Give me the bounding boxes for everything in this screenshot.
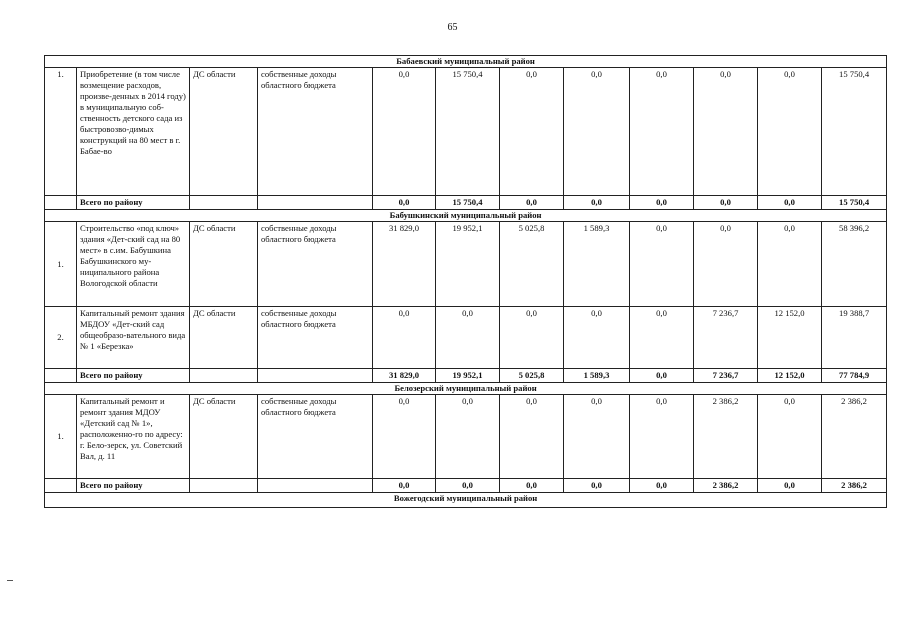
object-name: Капитальный ремонт и ремонт здания МДОУ «Детский сад № 1», расположенно-го по адресу: г. Бело-зерск, ул. Советский Вал, д. 11: [77, 395, 190, 479]
district-name: Вожегодский муниципальный район: [45, 493, 887, 508]
value-cell: 2 386,2: [822, 395, 887, 479]
value-cell: 0,0: [630, 68, 694, 196]
funding-source: ДС области: [190, 395, 258, 479]
funding-type: собственные доходы областного бюджета: [258, 222, 373, 307]
value-cell: 0,0: [694, 68, 758, 196]
scan-mark: [7, 580, 13, 581]
value-cell: 0,0: [694, 222, 758, 307]
value-cell: 5 025,8: [500, 222, 564, 307]
value-cell: 0,0: [758, 395, 822, 479]
value-cell: 12 152,0: [758, 307, 822, 369]
budget-table: [44, 55, 887, 508]
funding-source: ДС области: [190, 68, 258, 196]
total-label: Всего по району: [77, 479, 190, 493]
value-cell: 0,0: [436, 307, 500, 369]
value-cell: 0,0: [373, 307, 436, 369]
value-cell: 7 236,7: [694, 307, 758, 369]
value-cell: 15 750,4: [822, 68, 887, 196]
row-index: 1.: [45, 395, 77, 479]
value-cell: 1 589,3: [564, 222, 630, 307]
funding-type: собственные доходы областного бюджета: [258, 307, 373, 369]
total-value: 0,0: [436, 479, 500, 493]
value-cell: 0,0: [373, 395, 436, 479]
empty-cell: [190, 196, 258, 210]
total-value: 0,0: [500, 479, 564, 493]
row-index: 2.: [45, 307, 77, 369]
total-value: 7 236,7: [694, 369, 758, 383]
total-value: 0,0: [564, 479, 630, 493]
total-value: 0,0: [630, 196, 694, 210]
district-name: Бабушкинский муниципальный район: [45, 210, 887, 222]
page-number: 65: [447, 22, 458, 33]
total-label: Всего по району: [77, 196, 190, 210]
total-value: 5 025,8: [500, 369, 564, 383]
total-value: 0,0: [373, 196, 436, 210]
object-name: Приобретение (в том числе возмещение расходов, произве-денных в 2014 году) в муниципальную соб-ственность детского сада из быстровозво-димых конструкций на 80 мест в г. Бабае-во: [77, 68, 190, 196]
funding-source: ДС области: [190, 307, 258, 369]
total-value: 12 152,0: [758, 369, 822, 383]
object-name: Капитальный ремонт здания МБДОУ «Дет-ский сад общеобразо-вательного вида № 1 «Березка»: [77, 307, 190, 369]
empty-cell: [190, 369, 258, 383]
row-index: 1.: [45, 68, 77, 196]
funding-type: собственные доходы областного бюджета: [258, 395, 373, 479]
value-cell: 58 396,2: [822, 222, 887, 307]
table-row: [45, 395, 887, 479]
value-cell: 0,0: [758, 68, 822, 196]
value-cell: 0,0: [630, 222, 694, 307]
object-name: Строительство «под ключ» здания «Дет-ский сад на 80 мест» в с.им. Бабушкина Бабушкинского му-ниципального района Вологодской области: [77, 222, 190, 307]
total-value: 0,0: [758, 196, 822, 210]
empty-cell: [258, 479, 373, 493]
total-value: 19 952,1: [436, 369, 500, 383]
empty-cell: [258, 369, 373, 383]
total-value: 15 750,4: [436, 196, 500, 210]
value-cell: 0,0: [758, 222, 822, 307]
total-value: 15 750,4: [822, 196, 887, 210]
section-header-row: [45, 56, 887, 68]
empty-cell: [45, 196, 77, 210]
value-cell: 0,0: [564, 307, 630, 369]
value-cell: 0,0: [436, 395, 500, 479]
total-value: 2 386,2: [694, 479, 758, 493]
section-header-row: [45, 210, 887, 222]
value-cell: 0,0: [564, 68, 630, 196]
total-value: 0,0: [758, 479, 822, 493]
total-value: 0,0: [373, 479, 436, 493]
total-value: 2 386,2: [822, 479, 887, 493]
total-row: [45, 479, 887, 493]
total-row: [45, 369, 887, 383]
value-cell: 19 952,1: [436, 222, 500, 307]
empty-cell: [258, 196, 373, 210]
value-cell: 0,0: [564, 395, 630, 479]
value-cell: 15 750,4: [436, 68, 500, 196]
section-header-row: [45, 493, 887, 508]
district-name: Бабаевский муниципальный район: [45, 56, 887, 68]
total-value: 0,0: [630, 479, 694, 493]
total-value: 1 589,3: [564, 369, 630, 383]
total-value: 0,0: [500, 196, 564, 210]
total-value: 0,0: [564, 196, 630, 210]
total-value: 0,0: [694, 196, 758, 210]
total-value: 31 829,0: [373, 369, 436, 383]
total-row: [45, 196, 887, 210]
section-header-row: [45, 383, 887, 395]
table-row: [45, 307, 887, 369]
value-cell: 2 386,2: [694, 395, 758, 479]
value-cell: 0,0: [630, 395, 694, 479]
funding-source: ДС области: [190, 222, 258, 307]
value-cell: 0,0: [500, 395, 564, 479]
row-index: 1.: [45, 222, 77, 307]
value-cell: 0,0: [500, 307, 564, 369]
total-label: Всего по району: [77, 369, 190, 383]
value-cell: 0,0: [500, 68, 564, 196]
total-value: 77 784,9: [822, 369, 887, 383]
district-name: Белозерский муниципальный район: [45, 383, 887, 395]
value-cell: 31 829,0: [373, 222, 436, 307]
funding-type: собственные доходы областного бюджета: [258, 68, 373, 196]
value-cell: 0,0: [630, 307, 694, 369]
total-value: 0,0: [630, 369, 694, 383]
empty-cell: [190, 479, 258, 493]
table-row: [45, 222, 887, 307]
table-row: [45, 68, 887, 196]
value-cell: 19 388,7: [822, 307, 887, 369]
value-cell: 0,0: [373, 68, 436, 196]
empty-cell: [45, 479, 77, 493]
empty-cell: [45, 369, 77, 383]
